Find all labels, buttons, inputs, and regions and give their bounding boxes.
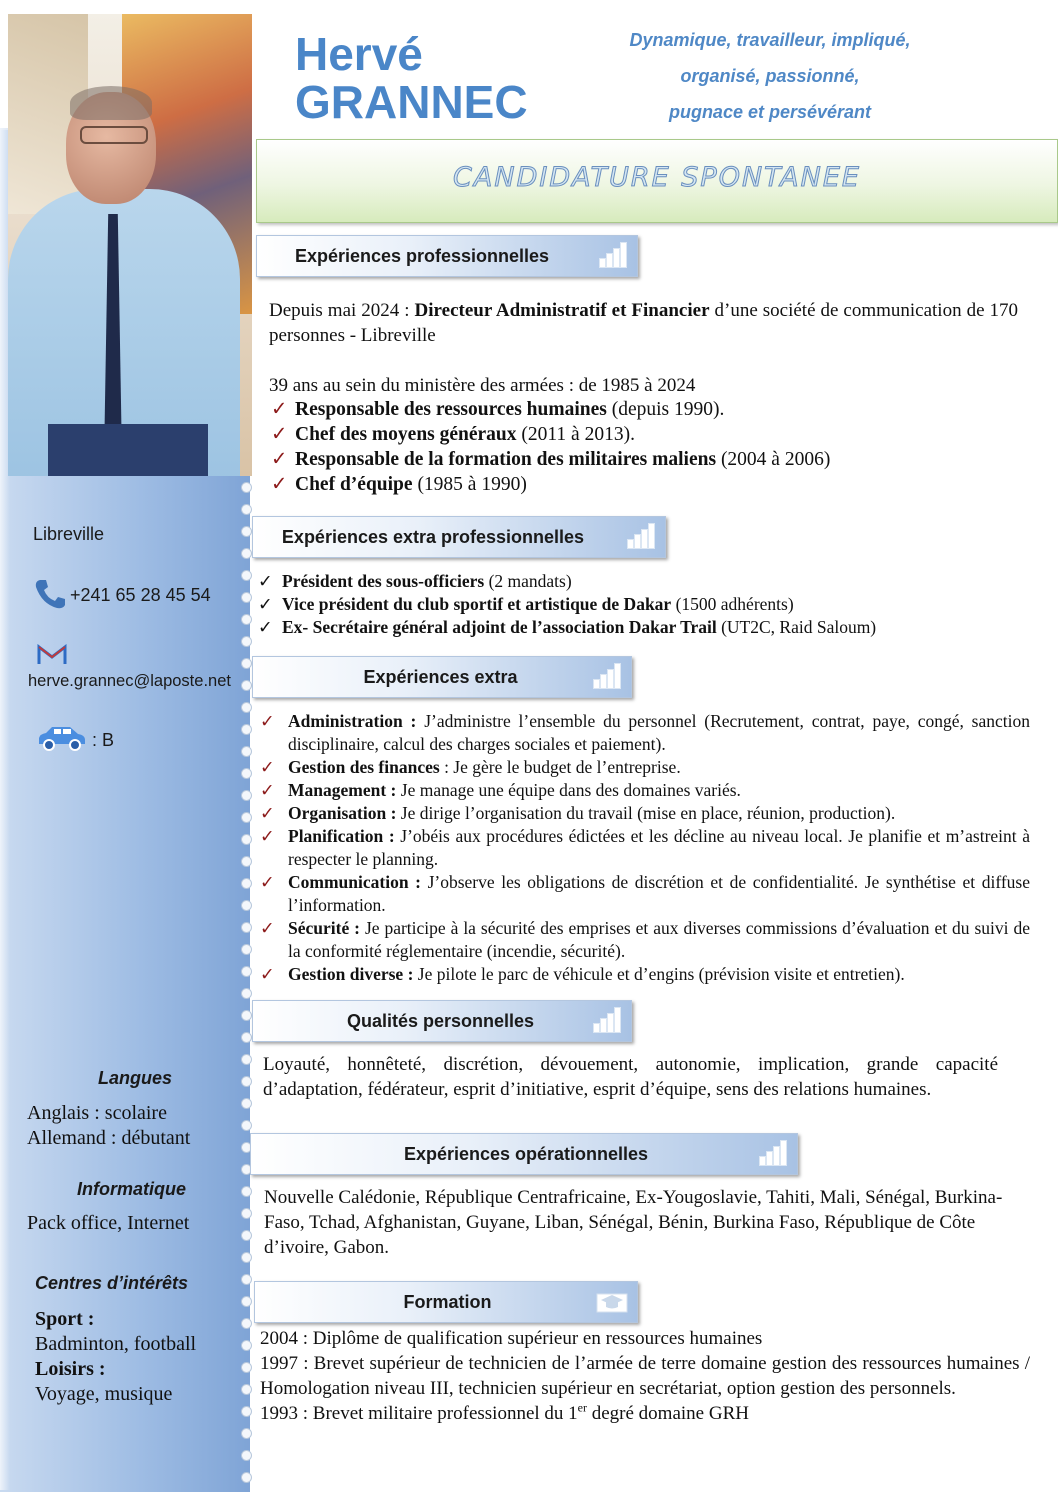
driving-license: : B [92,730,115,750]
check-icon: ✓ [260,918,275,938]
binder-hole [241,1032,252,1043]
list-item: ✓ Management : Je manage une équipe dans des domaines variés. [260,780,741,800]
interests-title: Centres d’intérêts [35,1273,189,1293]
binder-hole [241,680,252,691]
list-item: ✓ Responsable de la formation des militaires maliens (2004 à 2006) [271,449,831,470]
sport-label: Sport : [35,1308,95,1330]
binder-hole [241,1384,252,1395]
binder-hole [241,1340,252,1351]
bar-chart-icon [599,242,627,270]
check-icon: ✓ [271,449,288,470]
last-name: GRANNEC [295,76,528,128]
phone-number[interactable]: +241 65 28 45 54 [70,585,211,605]
binder-hole [241,922,252,933]
section-header-operational: Expériences opérationnelles [250,1133,798,1175]
list-item: ✓ Responsable des ressources humaines (depuis 1990). [271,399,725,420]
extra-list [258,710,1030,986]
check-icon: ✓ [271,474,288,495]
binder-hole [241,592,252,603]
list-item: ✓ Ex- Secrétaire général adjoint de l’association Dakar Trail (UT2C, Raid Saloum) [258,617,877,637]
application-banner [256,139,1058,223]
list-item: ✓ Président des sous-officiers (2 mandats) [258,571,572,591]
check-icon: ✓ [258,617,273,637]
binder-hole [241,768,252,779]
binder-hole [241,526,252,537]
operational-text: Nouvelle Calédonie, République Centrafricaine, Ex-Yougoslavie, Tahiti, Mali, Sénégal, Burkina-Faso, Tchad, Afghanistan, Guyane, Liban, Sénégal, Bénin, Burkina Faso, République de Côte d’ivoire, Gabon. [264,1187,1003,1258]
list-item: ✓ Vice président du club sportif et artistique de Dakar (1500 adhérents) [258,594,794,614]
profile-photo [8,14,252,476]
check-icon: ✓ [271,399,288,420]
candidate-name [295,30,528,126]
binder-hole [241,790,252,801]
tagline: Dynamique, travailleur, impliqué, organisé, passionné, pugnace et persévérant [629,30,911,122]
list-item: ✓ Sécurité : Je participe à la sécurité des emprises et aux diverses commissions d’évaluation et du suivi de la conformité réglementaire (incendie, sécurité). [260,918,1030,961]
check-icon: ✓ [260,872,275,892]
binder-hole [241,548,252,559]
languages-title: Langues [98,1068,173,1088]
list-item: ✓ Administration : J’administre l’ensemble du personnel (Recrutement, contrat, paye, congé, sanction disciplinaire, calcul des charges sociales et paiement). [260,711,1031,754]
pro-list [269,397,969,497]
email[interactable]: herve.grannec@laposte.net [28,672,231,690]
sport-value: Badminton, football [35,1333,197,1355]
check-icon: ✓ [260,803,275,823]
check-icon: ✓ [258,571,273,591]
city: Libreville [33,524,105,544]
leisure-value: Voyage, musique [35,1383,173,1405]
training-list [260,1326,1030,1426]
binder-hole [241,812,252,823]
list-item: ✓ Planification : J’obéis aux procédures édictées et les décline au niveau local. Je planifie et m’astreint à respecter le planning. [260,826,1030,869]
ministry-line: 39 ans au sein du ministère des armées : de 1985 à 2024 [269,375,696,396]
list-item: ✓ Organisation : Je dirige l’organisation du travail (mise en place, réunion, production). [260,803,896,823]
binder-hole [241,1054,252,1065]
language-item: Allemand : débutant [27,1127,191,1149]
bar-chart-icon [627,523,655,551]
binder-hole [241,1450,252,1461]
binder-hole [241,570,252,581]
binder-hole [241,658,252,669]
current-position: Depuis mai 2024 : Directeur Administratif et Financier d’une société de communication de 170 personnes - Libreville [269,300,1018,346]
binder-hole [241,834,252,845]
section-header-extra: Expériences extra [252,656,632,698]
binder-hole [241,1098,252,1109]
phone-icon [33,578,67,610]
binder-hole [241,504,252,515]
check-icon: ✓ [260,780,275,800]
it-value: Pack office, Internet [27,1212,190,1234]
extra-pro-list [256,570,1046,639]
binder-hole [241,724,252,735]
binder-hole [241,1296,252,1307]
section-header-qualities: Qualités personnelles [252,1000,632,1042]
training-item: 1993 : Brevet militaire professionnel du 1er degré domaine GRH [260,1400,749,1424]
binder-hole [241,1076,252,1087]
binder-hole [241,944,252,955]
leisure-label: Loisirs : [35,1358,106,1380]
check-icon: ✓ [260,711,275,731]
binder-hole [241,1186,252,1197]
languages-list [27,1101,190,1151]
binder-hole [241,1362,252,1373]
training-item: 1997 : Brevet supérieur de technicien de l’armée de terre domaine gestion des ressources humaines / Homologation niveau III, technicien supérieur en secrétariat, option gestion des personnels. [260,1353,1030,1399]
binder-hole [241,966,252,977]
bar-chart-icon [593,663,621,691]
binder-hole [241,702,252,713]
check-icon: ✓ [260,964,275,984]
binder-hole [241,856,252,867]
binder-hole [241,1472,252,1483]
check-icon: ✓ [260,757,275,777]
graduation-cap-icon [595,1288,629,1314]
interests-list [35,1307,196,1407]
check-icon: ✓ [271,424,288,445]
binder-hole [241,482,252,493]
list-item: ✓ Chef des moyens généraux (2011 à 2013). [271,424,635,445]
binder-hole [241,1274,252,1285]
binder-hole [241,988,252,999]
binder-hole [241,878,252,889]
binder-hole [241,1428,252,1439]
first-name: Hervé [295,28,423,80]
binder-hole [241,1208,252,1219]
it-title: Informatique [77,1179,187,1199]
binder-hole [241,1230,252,1241]
check-icon: ✓ [258,594,273,614]
list-item: ✓ Chef d’équipe (1985 à 1990) [271,474,527,495]
binder-hole [241,1120,252,1131]
binder-hole [241,1318,252,1329]
binder-hole [241,746,252,757]
binder-hole [241,1406,252,1417]
bar-chart-icon [759,1140,787,1168]
car-icon [36,724,88,752]
binder-hole [241,636,252,647]
mail-icon [37,644,67,666]
section-header-pro: Expériences professionnelles [256,235,638,277]
training-item: 2004 : Diplôme de qualification supérieur en ressources humaines [260,1328,763,1349]
binder-hole [241,614,252,625]
banner-title: CANDIDATURE SPONTANEE [453,162,861,193]
binder-hole [241,1252,252,1263]
check-icon: ✓ [260,826,275,846]
binder-hole [241,900,252,911]
section-header-training: Formation [254,1281,638,1323]
binder-hole [241,1010,252,1021]
list-item: ✓ Gestion des finances : Je gère le budget de l’entreprise. [260,757,681,777]
qualities-text: Loyauté, honnêteté, discrétion, dévouement, autonomie, implication, grande capacité d’adaptation, fédérateur, esprit d’initiative, esprit d’équipe, sens des relations humaines. [263,1054,998,1100]
list-item: ✓ Communication : J’observe les obligations de discrétion et de confidentialité. Je synthétise et diffuse l’information. [260,872,1030,915]
list-item: ✓ Gestion diverse : Je pilote le parc de véhicule et d’engins (prévision visite et entretien). [260,964,905,984]
language-item: Anglais : scolaire [27,1102,167,1124]
bar-chart-icon [593,1007,621,1035]
section-header-extra-pro: Expériences extra professionnelles [252,516,666,558]
